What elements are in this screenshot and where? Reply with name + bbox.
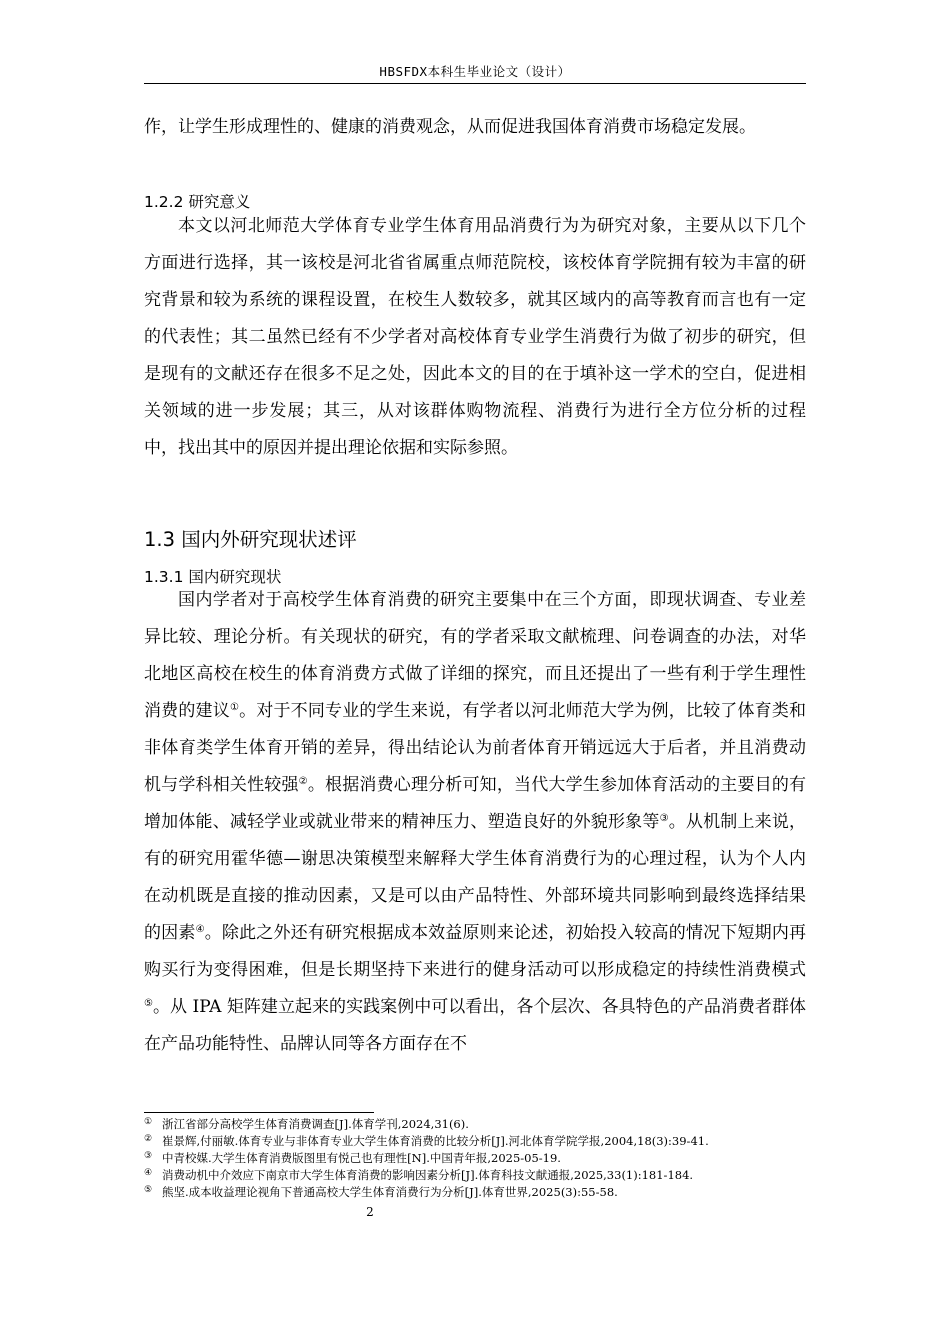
section-1-3-1-paragraph bbox=[144, 582, 806, 1063]
footnote-text: 消费动机中介效应下南京市大学生体育消费的影响因素分析[J].体育科技文献通报,2025,33(1):181-184. bbox=[162, 1168, 694, 1182]
running-header: HBSFDX本科生毕业论文（设计） bbox=[379, 64, 571, 79]
section-heading-1-2-2: 1.2.2 研究意义 bbox=[144, 193, 251, 211]
text-segment: 。对于不同专业的学生来说，有学者以河北师范大学为例，比较了体育类和非体育类学生体育开销的差异，得出结论认为前者体育开销远远大于后者，并且消费动机与学科相关性较强 bbox=[144, 701, 807, 795]
text-segment: 。从机制上来说，有的研究用霍华德—谢思决策模型来解释大学生体育消费行为的心理过程，认为个人内在动机既是直接的推动因素，又是可以由产品特性、外部环境共同影响到最终选择结果的因素 bbox=[144, 812, 807, 943]
footnote-ref-2[interactable]: ② bbox=[298, 776, 308, 787]
footnote bbox=[144, 1150, 806, 1167]
section-1-3-1-text bbox=[144, 582, 806, 1063]
footnote-ref-3[interactable]: ③ bbox=[659, 813, 669, 824]
footnote-mark: ② bbox=[144, 1134, 153, 1144]
section-1-2-2-text: 本文以河北师范大学体育专业学生体育用品消费行为为研究对象，主要从以下几个方面进行选择，其一该校是河北省省属重点师范院校，该校体育学院拥有较为丰富的研究背景和较为系统的课程设置，在校生人数较多，就其区域内的高等教育而言也有一定的代表性；其二虽然已经有不少学者对高校体育专业学生消费行为做了初步的研究，但是现有的文献还存在很多不足之处，因此本文的目的在于填补这一学术的空白，促进相关领域的进一步发展；其三，从对该群体购物流程、消费行为进行全方位分析的过程中，找出其中的原因并提出理论依据和实际参照。 bbox=[144, 216, 806, 458]
text-segment: 。根据消费心理分析可知，当代大学生参加体育活动的主要目的有增加体能、减轻学业或就业带来的精神压力、塑造良好的外貌形象等 bbox=[144, 775, 807, 832]
footnote-ref-5[interactable]: ⑤ bbox=[144, 998, 154, 1009]
text-segment: 国内学者对于高校学生体育消费的研究主要集中在三个方面，即现状调查、专业差异比较、理论分析。有关现状的研究，有的学者采取文献梳理、问卷调查的办法，对华北地区高校在校生的体育消费方式做了详细的探究，而且还提出了一些有利于学生理性消费的建议 bbox=[144, 590, 806, 721]
text-segment: 。除此之外还有研究根据成本效益原则来论述，初始投入较高的情况下短期内再购买行为变得困难，但是长期坚持下来进行的健身活动可以形成稳定的持续性消费模式 bbox=[144, 923, 807, 980]
footnote bbox=[144, 1133, 806, 1150]
footnote bbox=[144, 1116, 806, 1133]
section-heading-1-3-1: 1.3.1 国内研究现状 bbox=[144, 568, 282, 586]
section-heading-1-3: 1.3 国内外研究现状述评 bbox=[144, 528, 357, 551]
footnote bbox=[144, 1184, 806, 1201]
header-rule bbox=[144, 83, 806, 84]
page-number: 2 bbox=[366, 1205, 374, 1219]
footnote-text: 崔景辉,付丽敏.体育专业与非体育专业大学生体育消费的比较分析[J].河北体育学院学报,2004,18(3):39-41. bbox=[162, 1134, 709, 1148]
footnote-ref-4[interactable]: ④ bbox=[195, 924, 205, 935]
footnote-text: 浙江省部分高校学生体育消费调查[J].体育学刊,2024,31(6). bbox=[162, 1117, 469, 1131]
intro-paragraph bbox=[144, 109, 806, 146]
footnote-separator bbox=[144, 1112, 374, 1113]
section-1-2-2-paragraph bbox=[144, 208, 806, 467]
footnote-mark: ③ bbox=[144, 1151, 153, 1161]
footnote-mark: ⑤ bbox=[144, 1185, 153, 1195]
footnote bbox=[144, 1167, 806, 1184]
footnotes bbox=[144, 1116, 806, 1201]
text-segment: 。从 IPA 矩阵建立起来的实践案例中可以看出，各个层次、各具特色的产品消费者群体在产品功能特性、品牌认同等各方面存在不 bbox=[144, 997, 807, 1054]
footnote-ref-1[interactable]: ① bbox=[229, 702, 240, 713]
footnote-text: 熊坚.成本收益理论视角下普通高校大学生体育消费行为分析[J].体育世界,2025(3):55-58. bbox=[162, 1185, 618, 1199]
footnote-mark: ① bbox=[144, 1117, 153, 1127]
intro-text: 作，让学生形成理性的、健康的消费观念，从而促进我国体育消费市场稳定发展。 bbox=[144, 117, 756, 137]
footnote-text: 中青校媒.大学生体育消费版图里有悦己也有理性[N].中国青年报,2025-05-19. bbox=[162, 1151, 561, 1165]
footnote-mark: ④ bbox=[144, 1168, 153, 1178]
